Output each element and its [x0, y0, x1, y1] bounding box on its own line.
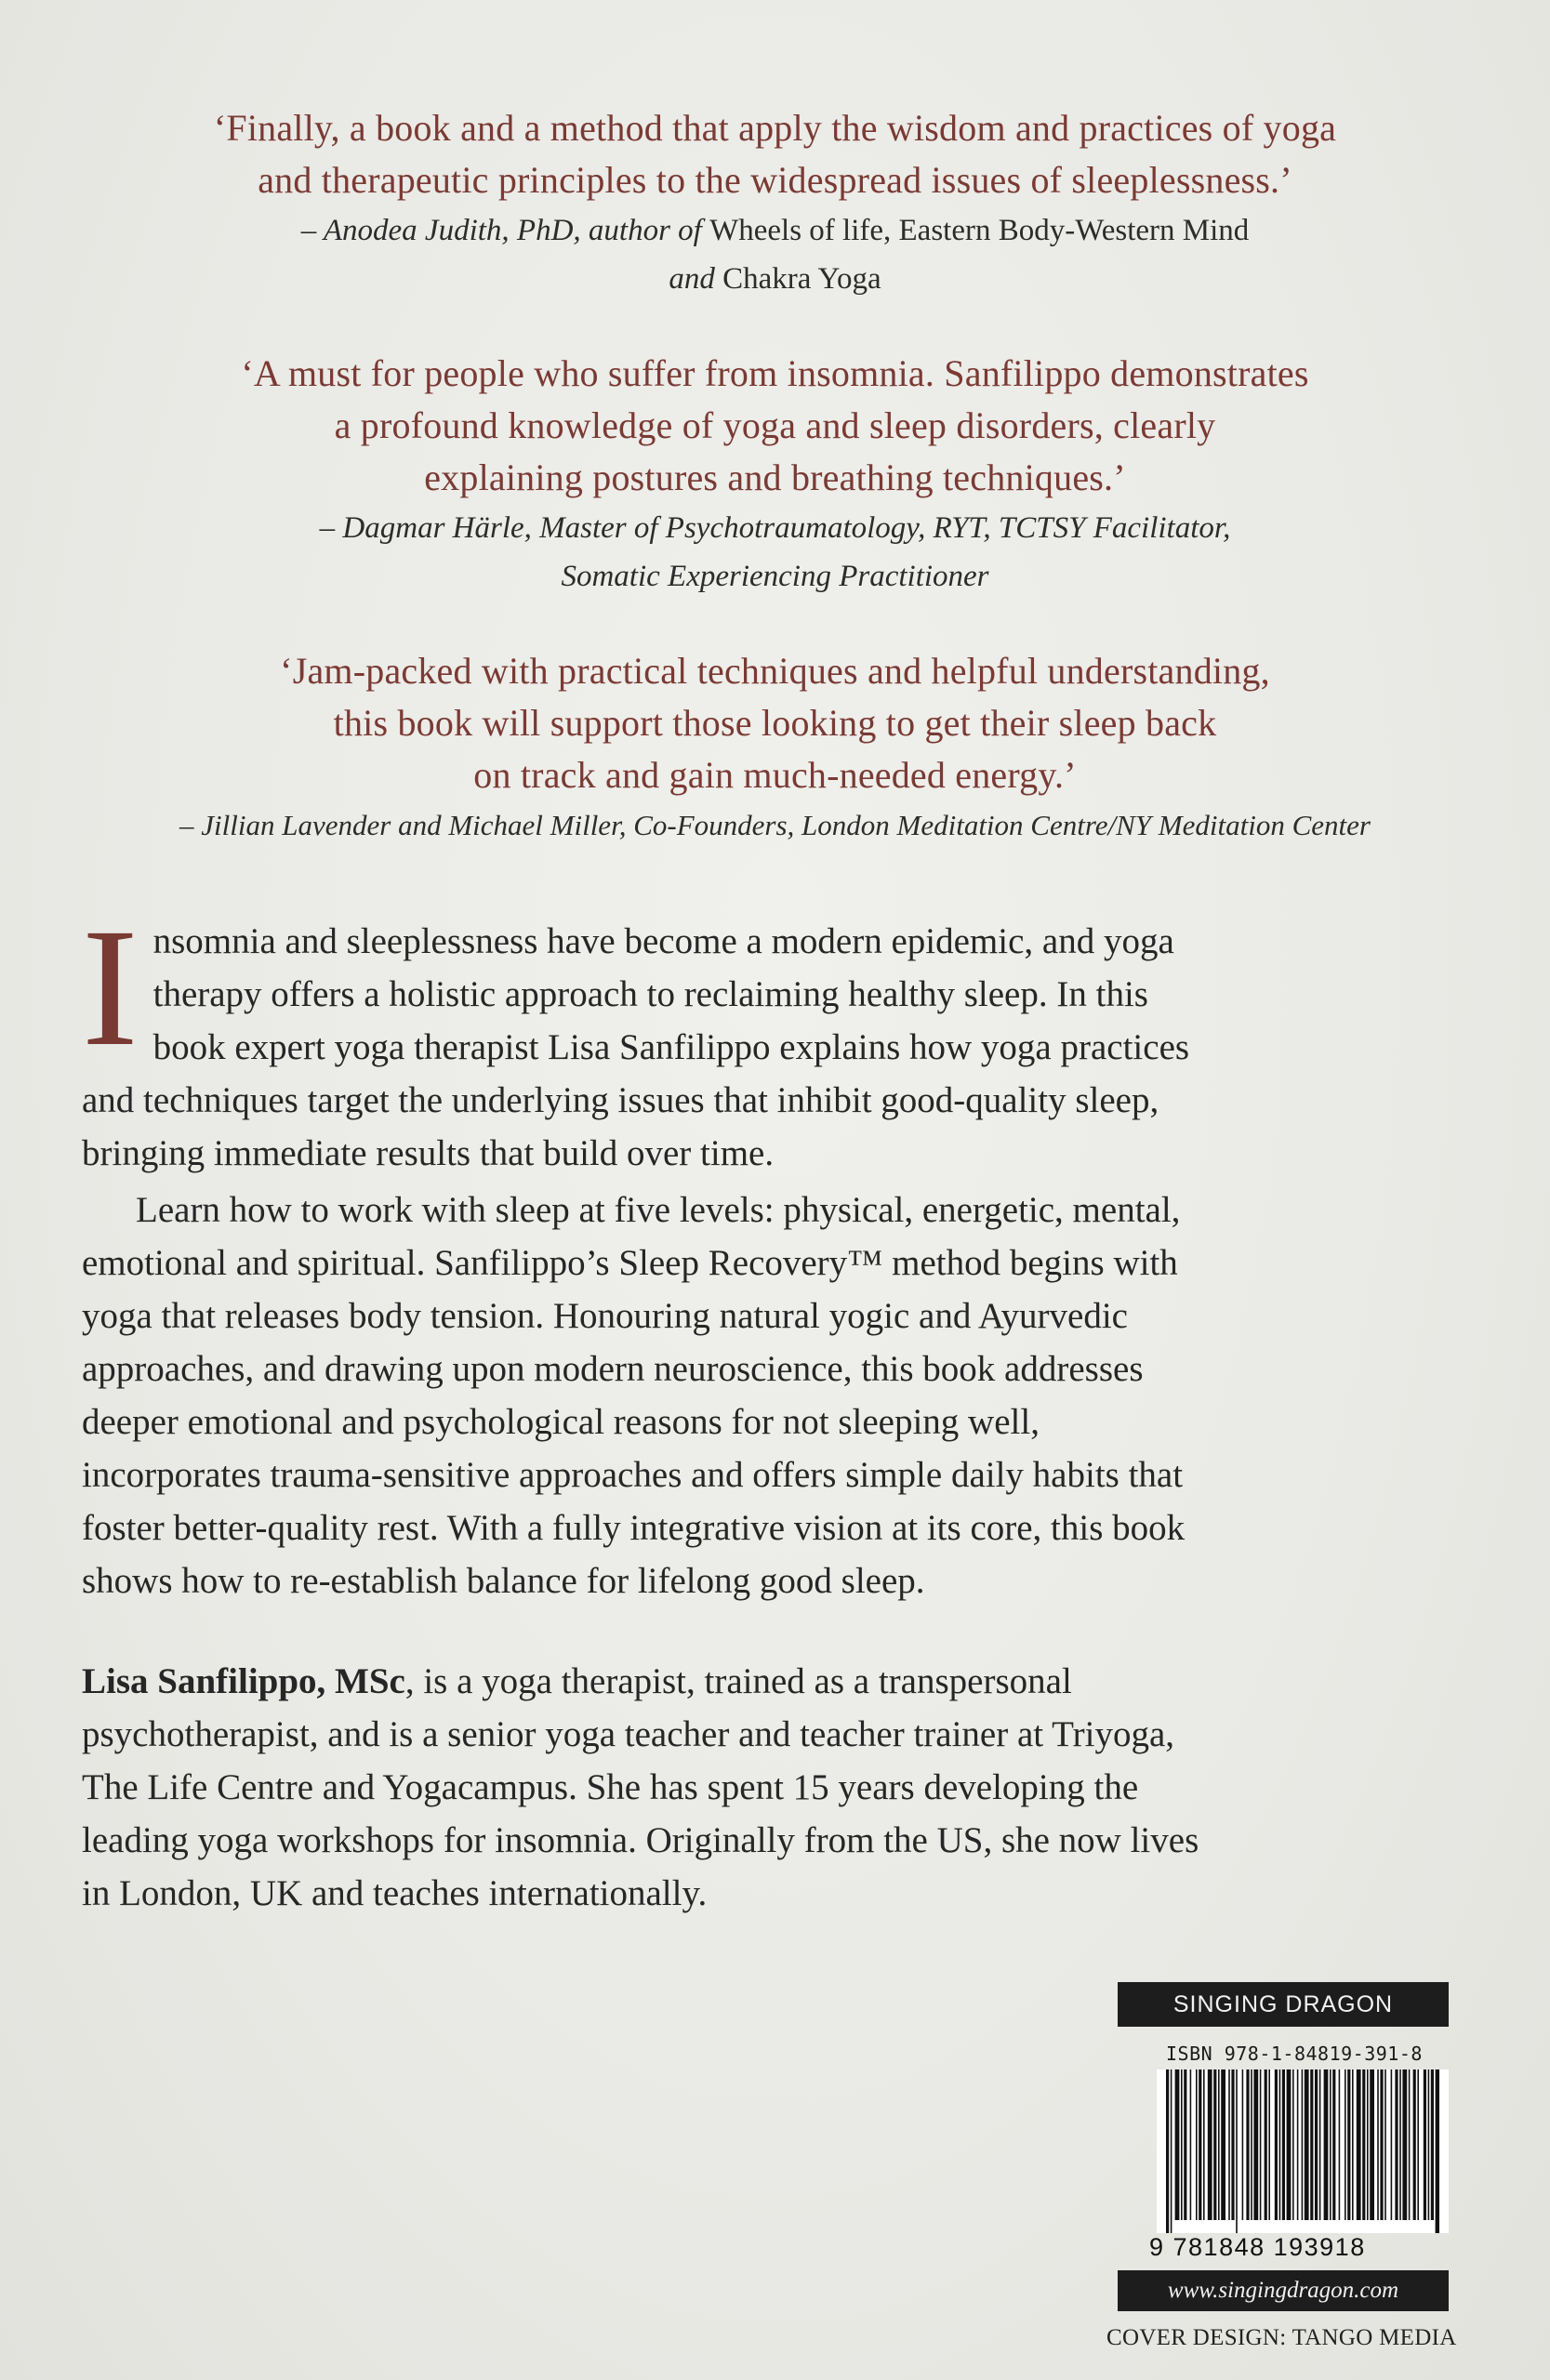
endorsement-quote: [56, 102, 1494, 206]
barcode-bar: [1315, 2069, 1318, 2220]
attribution-line: – Dagmar Härle, Master of Psychotraumatology, RYT, TCTSY Facilitator,: [319, 511, 1231, 545]
endorsement-2: [56, 348, 1494, 601]
text-line: incorporates trauma-sensitive approaches and offers simple daily habits that: [82, 1455, 1184, 1495]
barcode-bar: [1352, 2069, 1354, 2220]
barcode-icon: [1157, 2069, 1449, 2233]
barcode-bar: [1208, 2069, 1212, 2220]
barcode-bar: [1184, 2069, 1186, 2220]
attribution-conjunction: and: [669, 262, 723, 296]
barcode-bar: [1199, 2069, 1201, 2220]
barcode-bar: [1171, 2069, 1172, 2233]
barcode-bar: [1196, 2069, 1198, 2220]
barcode-bar: [1409, 2069, 1411, 2220]
endorsement-attribution: [56, 801, 1494, 850]
text-line: yoga that releases body tension. Honouring natural yogic and Ayurvedic: [82, 1296, 1128, 1336]
description-paragraph-1: [82, 894, 1477, 1180]
barcode-bar: [1297, 2069, 1299, 2220]
barcode-bar: [1391, 2069, 1393, 2220]
attribution-book-title: Chakra Yoga: [722, 262, 881, 296]
barcode-bar: [1339, 2069, 1341, 2220]
barcode-bar: [1310, 2069, 1313, 2220]
description-paragraph-2: [82, 1183, 1477, 1607]
endorsement-3: [56, 645, 1494, 850]
publisher-website: www.singingdragon.com: [1118, 2270, 1449, 2311]
drop-cap: I: [82, 894, 139, 1081]
bio-line: in London, UK and teaches internationally.: [82, 1873, 708, 1913]
barcode-bar: [1166, 2069, 1169, 2233]
barcode-bar: [1181, 2069, 1183, 2220]
text-line: book expert yoga therapist Lisa Sanfilippo explains how yoga practices: [152, 1027, 1190, 1067]
publisher-label: SINGING DRAGON: [1118, 1982, 1449, 2027]
attribution-line: [56, 255, 1494, 303]
quote-line: ‘Jam-packed with practical techniques and helpful understanding,: [280, 650, 1270, 692]
barcode-bar: [1203, 2069, 1205, 2220]
text-line: approaches, and drawing upon modern neuroscience, this book addresses: [82, 1349, 1144, 1389]
isbn-number: ISBN 978-1-84819-391-8: [1166, 2043, 1423, 2065]
bio-line: psychotherapist, and is a senior yoga teacher and teacher trainer at Triyoga,: [82, 1714, 1175, 1754]
text-line: therapy offers a holistic approach to reclaiming healthy sleep. In this: [152, 974, 1148, 1014]
bio-text: , is a yoga therapist, trained as a transpersonal: [404, 1661, 1072, 1701]
quote-line: a profound knowledge of yoga and sleep disorders, clearly: [334, 404, 1216, 446]
barcode-bar: [1332, 2069, 1335, 2220]
bio-line: leading yoga workshops for insomnia. Originally from the US, she now lives: [82, 1820, 1199, 1860]
quote-line: ‘Finally, a book and a method that apply the wisdom and practices of yoga: [213, 107, 1337, 149]
endorsement-quote: [56, 645, 1494, 801]
barcode-bar: [1431, 2069, 1434, 2220]
barcode-bar: [1324, 2069, 1329, 2220]
barcode-bar: [1345, 2069, 1346, 2220]
barcode-bar: [1279, 2069, 1281, 2220]
barcode-bar: [1302, 2069, 1304, 2220]
attribution-line: Somatic Experiencing Practitioner: [561, 560, 989, 593]
barcode-bar: [1213, 2069, 1216, 2220]
barcode-bar: [1399, 2069, 1401, 2220]
endorsements: [56, 102, 1494, 894]
barcode-bar: [1292, 2069, 1294, 2220]
quote-line: and therapeutic principles to the widespread issues of sleeplessness.’: [258, 159, 1292, 201]
barcode-bar: [1268, 2069, 1270, 2220]
barcode-bar: [1319, 2069, 1321, 2220]
barcode-digits: 9 781848 193918: [1149, 2233, 1366, 2261]
quote-line: ‘A must for people who suffer from insomnia. Sanfilippo demonstrates: [241, 352, 1309, 394]
text-line: deeper emotional and psychological reasons for not sleeping well,: [82, 1402, 1040, 1442]
attribution-author: – Anodea Judith, PhD, author of: [300, 214, 710, 247]
endorsement-1: [56, 102, 1494, 303]
barcode-bar: [1305, 2069, 1309, 2220]
barcode-bar: [1402, 2069, 1407, 2220]
attribution-line: – Jillian Lavender and Michael Miller, Co-Founders, London Meditation Centre/NY Meditation Center: [179, 809, 1371, 841]
bio-line: The Life Centre and Yogacampus. She has spent 15 years developing the: [82, 1767, 1139, 1807]
barcode-bar: [1221, 2069, 1225, 2220]
quote-line: explaining postures and breathing techniques.’: [424, 456, 1126, 498]
barcode-bar: [1175, 2069, 1180, 2220]
quote-line: this book will support those looking to get their sleep back: [333, 702, 1217, 744]
barcode-bar: [1330, 2069, 1331, 2220]
text-line: nsomnia and sleeplessness have become a modern epidemic, and yoga: [152, 921, 1174, 961]
barcode-bar: [1362, 2069, 1365, 2220]
barcode-bar: [1228, 2069, 1230, 2220]
text-line: emotional and spiritual. Sanfilippo’s Sleep Recovery™ method begins with: [82, 1243, 1178, 1283]
author-name: Lisa Sanfilippo, MSc: [82, 1661, 405, 1701]
endorsement-quote: [56, 348, 1494, 504]
barcode-bar: [1253, 2069, 1258, 2220]
barcode-bar: [1218, 2069, 1220, 2220]
text-line: and techniques target the underlying issues that inhibit good-quality sleep,: [82, 1080, 1159, 1120]
bio-line: [82, 1655, 1477, 1708]
barcode-bar: [1242, 2069, 1244, 2220]
barcode-bar: [1236, 2069, 1238, 2233]
barcode-bar: [1384, 2069, 1386, 2220]
text-line: Learn how to work with sleep at five levels: physical, energetic, mental,: [136, 1190, 1181, 1230]
barcode-bar: [1417, 2069, 1419, 2220]
attribution-book-titles: Wheels of life, Eastern Body-Western Mind: [709, 214, 1250, 247]
author-bio: [82, 1655, 1477, 1920]
text-line: shows how to re-establish balance for lifelong good sleep.: [82, 1561, 925, 1601]
barcode-bar: [1287, 2069, 1292, 2220]
barcode-bar: [1265, 2069, 1267, 2220]
barcode-bar: [1246, 2069, 1249, 2220]
barcode-bar: [1260, 2069, 1262, 2220]
barcode-bar: [1395, 2069, 1398, 2220]
endorsement-attribution: [56, 504, 1494, 601]
barcode-bar: [1282, 2069, 1285, 2220]
quote-line: on track and gain much-needed energy.’: [473, 754, 1077, 796]
barcode-bar: [1377, 2069, 1379, 2220]
barcode-bar: [1413, 2069, 1416, 2220]
barcode-bar: [1357, 2069, 1361, 2220]
book-description: [82, 894, 1477, 1607]
barcode-bar: [1428, 2069, 1430, 2220]
attribution-line: [56, 206, 1494, 255]
barcode-bar: [1231, 2069, 1234, 2220]
barcode-bar: [1251, 2069, 1252, 2220]
barcode-bar: [1424, 2069, 1426, 2220]
barcode-bar: [1190, 2069, 1192, 2220]
text-line: foster better-quality rest. With a fully integrative vision at its core, this book: [82, 1508, 1186, 1548]
barcode-bar: [1436, 2069, 1439, 2233]
cover-design-credit: COVER DESIGN: TANGO MEDIA: [1106, 2325, 1457, 2350]
barcode-bar: [1370, 2069, 1374, 2220]
barcode-bar: [1367, 2069, 1369, 2220]
barcode-bar: [1347, 2069, 1350, 2220]
barcode-bar: [1380, 2069, 1383, 2220]
text-line: bringing immediate results that build over time.: [82, 1133, 775, 1173]
barcode-bar: [1275, 2069, 1278, 2220]
endorsement-attribution: [56, 206, 1494, 303]
